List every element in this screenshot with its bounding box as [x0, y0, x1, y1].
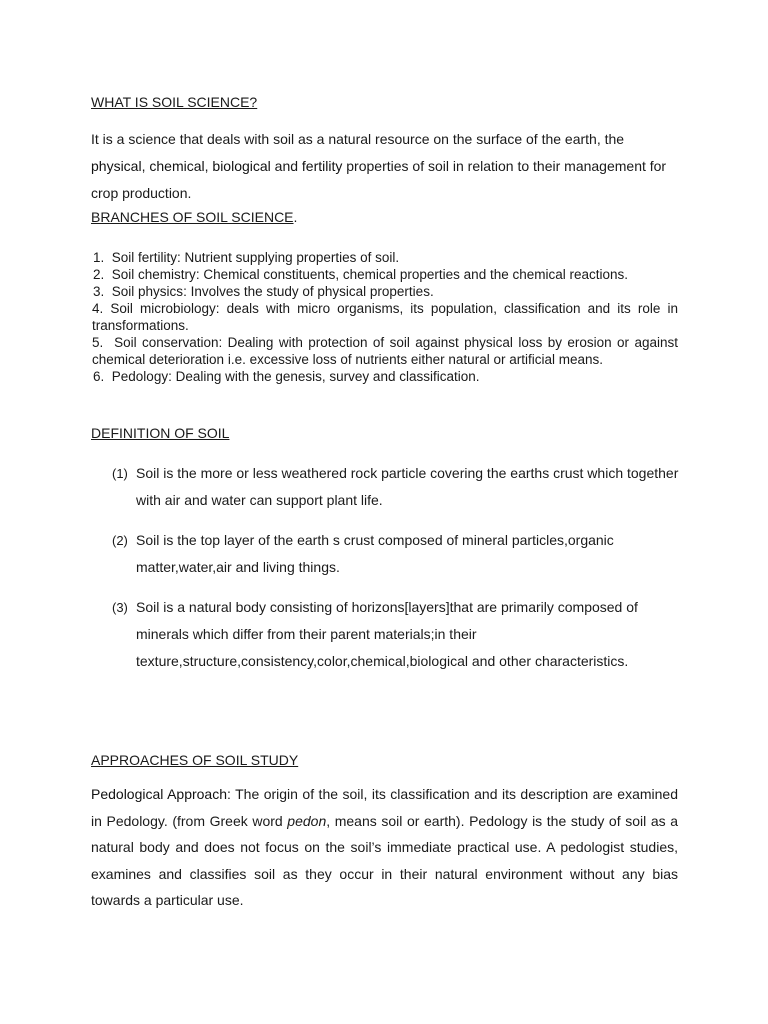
- item-number: (3): [112, 600, 128, 615]
- heading-definition: [91, 425, 229, 441]
- heading-approaches: [91, 752, 298, 768]
- item-text: Soil is the more or less weathered rock particle covering the earths crust which together with air and water can support plant life.: [136, 465, 679, 508]
- term-physical: physical: [91, 158, 142, 174]
- item-desc: : Involves the study of physical properties.: [183, 284, 434, 299]
- item-term: Soil conservation: [114, 335, 219, 350]
- heading-text: DEFINITION OF SOIL: [91, 425, 230, 441]
- heading-branches: [91, 209, 297, 225]
- branches-list: [91, 249, 678, 385]
- list-item: [91, 249, 678, 266]
- intro-paragraph: [91, 126, 681, 207]
- item-number: 6.: [93, 369, 105, 384]
- item-number: 3.: [93, 284, 105, 299]
- list-item: [91, 334, 678, 368]
- item-desc: : Nutrient supplying properties of soil.: [177, 250, 400, 265]
- sep-3: and: [270, 158, 302, 174]
- heading-what-is-soil-science: [91, 94, 257, 110]
- list-item: [112, 594, 682, 675]
- item-text: Soil is the top layer of the earth s crust composed of mineral particles,organic matter,water,air and living things.: [136, 532, 614, 575]
- item-term: Soil microbiology: [110, 301, 216, 316]
- item-number: (2): [112, 533, 128, 548]
- item-text: Soil is a natural body consisting of horizons[layers]that are primarily composed of minerals which differ from their parent materials;in their texture,structure,consistency,color,chemical,biological and other characteristics.: [136, 599, 638, 669]
- term-pedon: pedon: [287, 812, 327, 829]
- heading-text: APPROACHES OF SOIL STUDY: [91, 752, 299, 768]
- item-term: Soil physics: [111, 284, 184, 299]
- item-number: 5.: [92, 335, 104, 350]
- item-desc: : deals with micro organisms, its population, classification and its role in transformations.: [92, 301, 678, 333]
- approach-paragraph: [91, 781, 678, 914]
- term-chemical: chemical: [149, 158, 205, 174]
- item-number: (1): [112, 466, 128, 481]
- item-number: 1.: [93, 250, 105, 265]
- list-item: [91, 266, 678, 283]
- term-pedological-approach: Pedological Approach: [91, 786, 228, 802]
- approach-text-1: : The origin of the soil, its classification and its description are examined in Pedology. (from Greek word: [91, 786, 679, 829]
- list-item: [91, 368, 678, 385]
- heading-text: WHAT IS SOIL SCIENCE?: [91, 94, 258, 110]
- item-desc: : Chemical constituents, chemical properties and the chemical reactions.: [195, 267, 629, 282]
- sep-2: ,: [204, 158, 213, 174]
- intro-text-1: It is a science that deals with soil as a natural resource on the surface of the earth, the: [91, 131, 625, 147]
- term-fertility: fertility: [301, 158, 343, 174]
- list-item: [112, 460, 682, 514]
- term-biological: biological: [212, 158, 271, 174]
- list-item: [112, 527, 682, 581]
- intro-text-2: properties of soil in relation to their management for crop production.: [91, 158, 667, 201]
- sep-1: ,: [141, 158, 150, 174]
- item-term: Pedology: [111, 369, 169, 384]
- heading-text: BRANCHES OF SOIL SCIENCE: [91, 209, 294, 225]
- item-term: Soil chemistry: [111, 267, 196, 282]
- item-term: Soil fertility: [111, 250, 178, 265]
- list-item: [91, 283, 678, 300]
- definitions-list: [112, 460, 682, 688]
- approach-text-2: , means soil or earth). Pedology is the study of soil as a natural body and does not focus on the soil’s immediate practical use. A pedologist studies, examines and classifies soil as they occur in their natural environment without any bias towards a particular use.: [91, 812, 678, 909]
- item-number: 4.: [92, 301, 104, 316]
- list-item: [91, 300, 678, 334]
- heading-suffix: .: [293, 209, 298, 225]
- item-desc: : Dealing with protection of soil against physical loss by erosion or against chemical deterioration i.e. excessive loss of nutrients either natural or artificial means.: [92, 335, 678, 367]
- item-number: 2.: [93, 267, 105, 282]
- item-desc: : Dealing with the genesis, survey and classification.: [168, 369, 480, 384]
